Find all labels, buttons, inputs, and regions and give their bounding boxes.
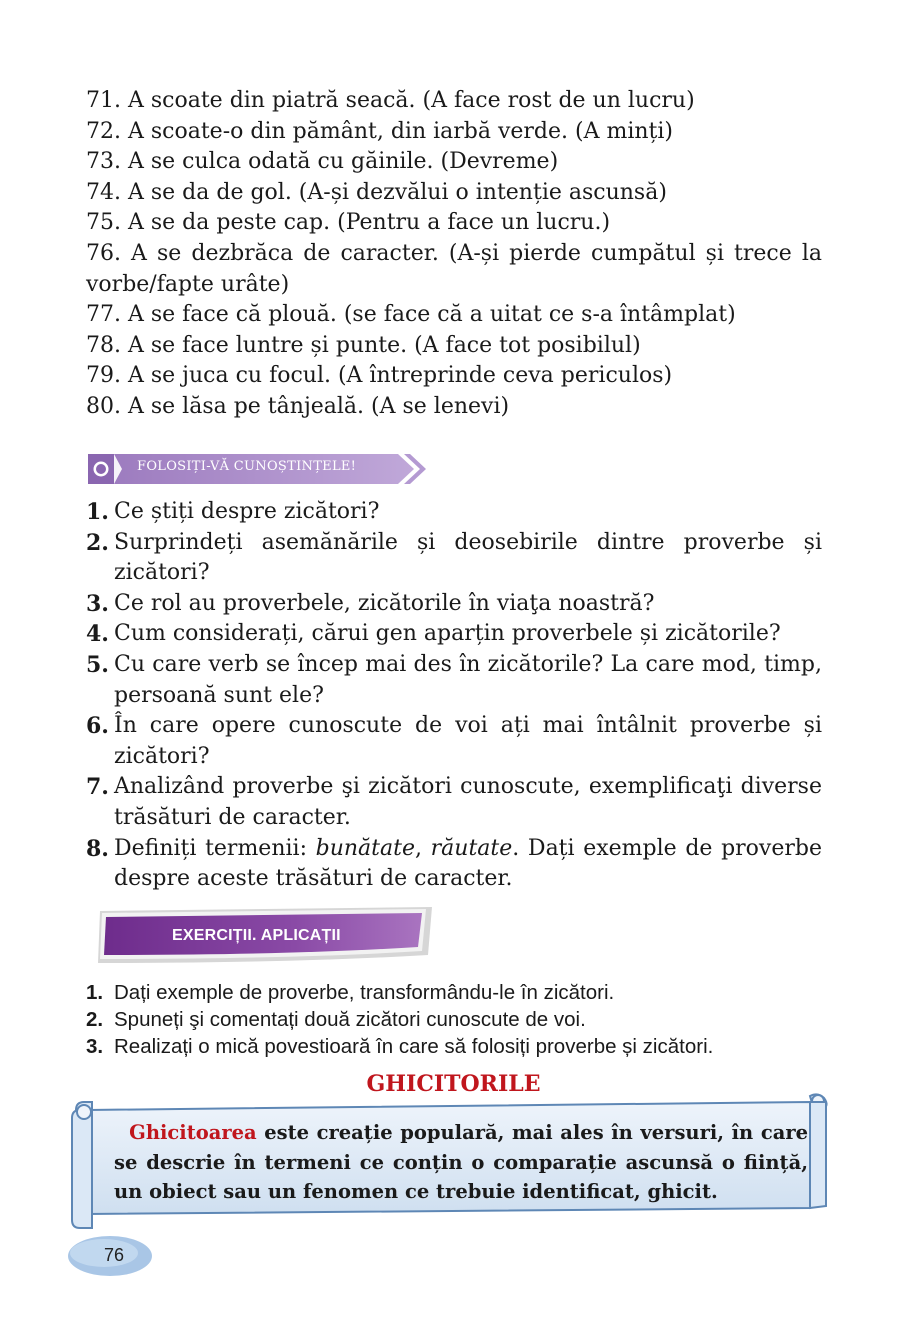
idioms-list bbox=[86, 86, 822, 423]
question-text: Cu care verb se încep mai des în zicătorile? La care mod, timp, persoană sunt ele? bbox=[114, 651, 822, 708]
question-text: În care opere cunoscute de voi ați mai întâlnit proverbe și zicători? bbox=[114, 713, 822, 769]
exercise-text: Spuneți şi comentați două zicători cunoscute de voi. bbox=[114, 1008, 586, 1031]
exercise-item bbox=[86, 1033, 846, 1060]
question-text: Ce rol au proverbele, zicătorile în viaţa noastră? bbox=[114, 590, 655, 616]
question-item bbox=[86, 834, 822, 895]
page-number: 76 bbox=[104, 1245, 125, 1265]
idiom-item: 73. A se culca odată cu găinile. (Devreme) bbox=[86, 149, 559, 175]
exercise-item bbox=[86, 979, 846, 1006]
question-text: Cum considerați, cărui gen aparțin proverbele și zicătorile? bbox=[114, 621, 781, 647]
question-text-part: . Dați exemple de proverbe despre aceste trăsături de caracter. bbox=[114, 835, 822, 892]
idiom-item: 75. A se da peste cap. (Pentru a face un lucru.) bbox=[86, 210, 611, 236]
question-text: Surprindeți asemănările și deosebirile dintre proverbe și zicători? bbox=[114, 529, 822, 586]
riddle-definition bbox=[114, 1118, 808, 1207]
idiom-item: 79. A se juca cu focul. (A întreprinde ceva periculos) bbox=[86, 363, 673, 389]
questions-list bbox=[86, 497, 822, 895]
defined-term: Ghicitoarea bbox=[129, 1121, 257, 1144]
question-text: Analizând proverbe şi zicători cunoscute, exemplificaţi diverse trăsături de caracter. bbox=[114, 774, 822, 830]
question-number: 8. bbox=[86, 835, 109, 862]
question-number: 4. bbox=[86, 621, 109, 648]
question-item bbox=[86, 619, 822, 650]
question-number: 3. bbox=[86, 590, 109, 617]
question-item bbox=[86, 772, 822, 833]
idiom-item: 77. A se face că plouă. (se face că a uitat ce s-a întâmplat) bbox=[86, 302, 736, 328]
exercise-text: Realizați o mică povestioară în care să folosiți proverbe și zicători. bbox=[114, 1035, 714, 1058]
question-number: 7. bbox=[86, 774, 109, 801]
exercises-list bbox=[86, 979, 846, 1060]
question-item bbox=[86, 650, 822, 711]
question-item bbox=[86, 711, 822, 772]
question-text-part: Definiți termenii: bbox=[114, 835, 316, 861]
section-label-exercises: EXERCIȚII. APLICAȚII bbox=[172, 927, 341, 944]
question-number: 6. bbox=[86, 713, 109, 740]
idiom-item: 72. A scoate-o din pământ, din iarbă verde. (A minți) bbox=[86, 118, 674, 144]
question-text: Ce știți despre zicători? bbox=[114, 499, 380, 524]
question-item bbox=[86, 497, 822, 528]
question-number: 1. bbox=[86, 499, 109, 525]
idiom-item: 78. A se face luntre și punte. (A face tot posibilul) bbox=[86, 332, 641, 358]
question-number: 5. bbox=[86, 651, 109, 678]
idiom-item: 76. A se dezbrăca de caracter. (A-și pierde cumpătul și trece la vorbe/fapte urâte) bbox=[86, 240, 822, 297]
question-number: 2. bbox=[86, 529, 109, 556]
exercise-item bbox=[86, 1006, 846, 1033]
section-label-knowledge: FOLOSIȚI-VĂ CUNOȘTINȚELE! bbox=[137, 459, 357, 474]
question-item bbox=[86, 528, 822, 589]
section-heading-riddles: GHICITORILE bbox=[366, 1071, 541, 1097]
idiom-item: 71. A scoate din piatră seacă. (A face rost de un lucru) bbox=[86, 88, 695, 113]
exercise-text: Dați exemple de proverbe, transformându-le în zicători. bbox=[114, 981, 615, 1004]
exercise-number: 2. bbox=[86, 1008, 104, 1031]
question-item bbox=[86, 589, 822, 620]
term-wickedness: răutate bbox=[430, 835, 513, 861]
term-kindness: bunătate bbox=[315, 835, 415, 861]
definition-text: este creație populară, mai ales în versuri, în care se descrie în termeni ce conțin o comparație ascunsă o ființă, un obiect sau un fenomen ce trebuie identificat, ghicit. bbox=[114, 1121, 809, 1203]
idiom-item: 80. A se lăsa pe tânjeală. (A se lenevi) bbox=[86, 393, 510, 419]
term-separator: , bbox=[415, 835, 431, 861]
exercise-number: 1. bbox=[86, 981, 104, 1004]
idiom-item: 74. A se da de gol. (A-și dezvălui o intenție ascunsă) bbox=[86, 179, 667, 205]
question-text bbox=[114, 834, 822, 895]
exercise-number: 3. bbox=[86, 1035, 104, 1058]
